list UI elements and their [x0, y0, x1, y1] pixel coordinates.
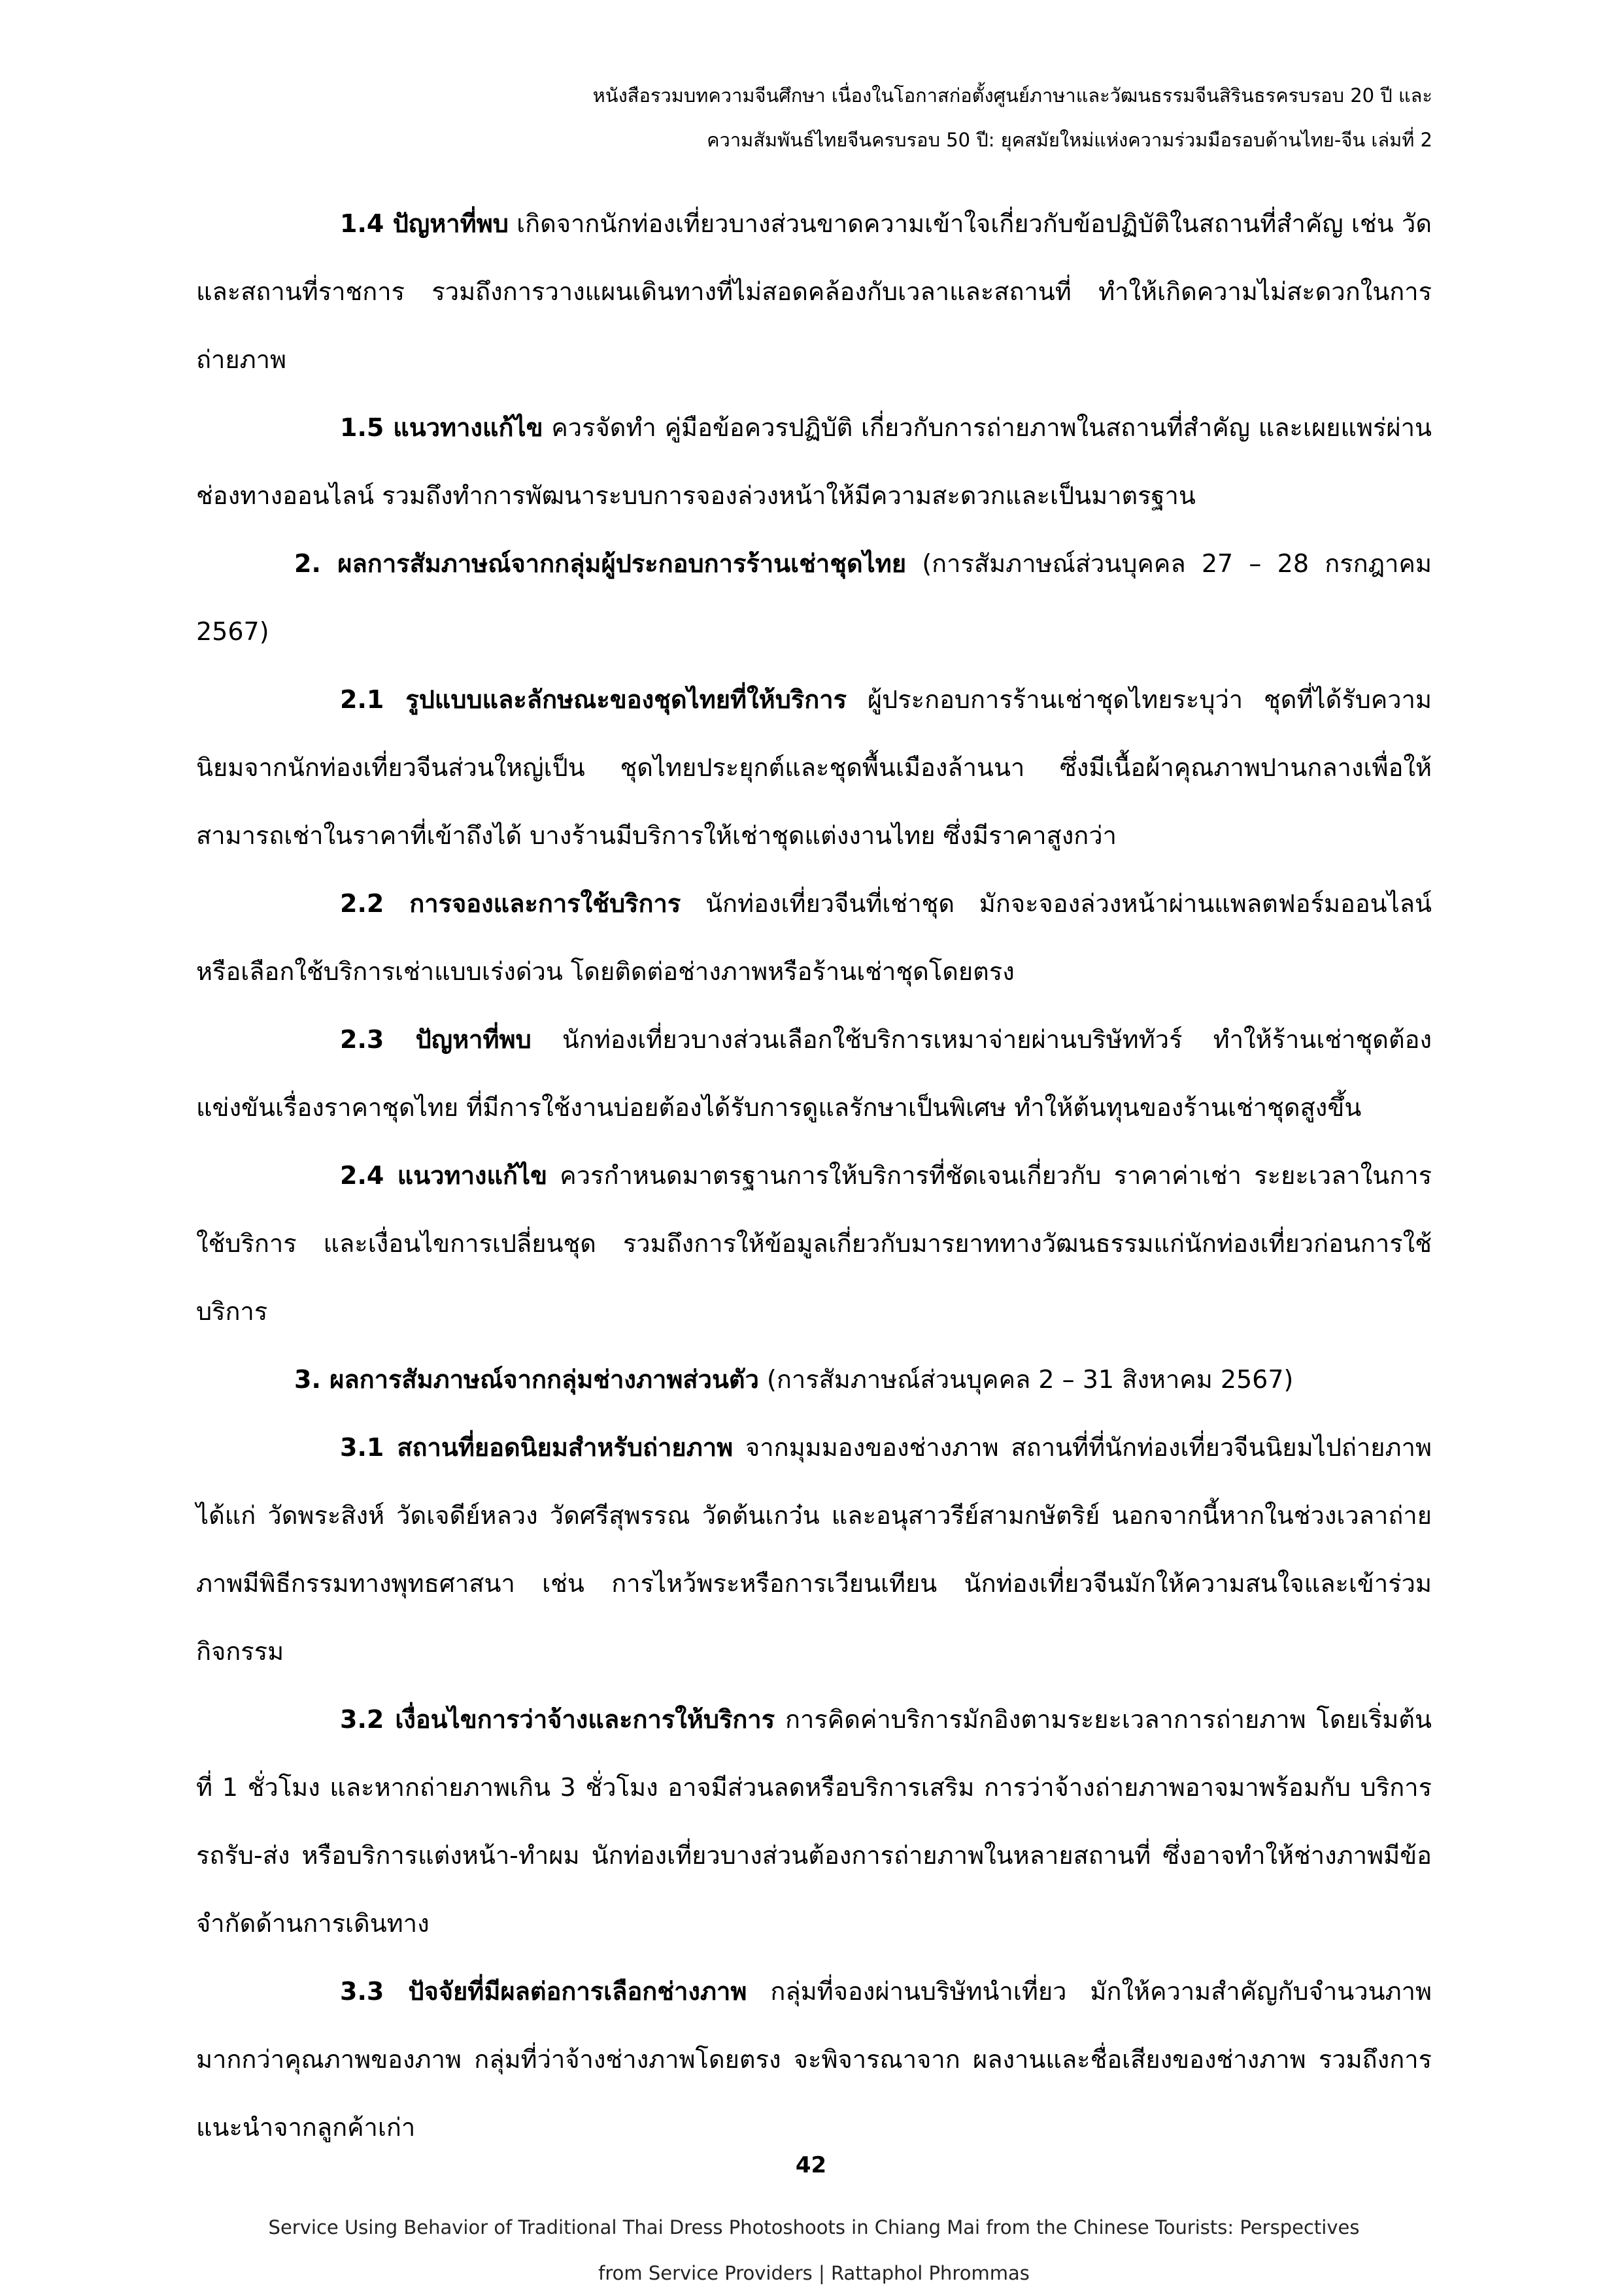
paragraph-heading: 1.5 แนวทางแก้ไข — [340, 413, 543, 442]
paragraph-3-2 — [196, 1685, 1432, 1957]
page-number: 42 — [795, 2152, 827, 2178]
paragraph-1-5 — [196, 394, 1432, 530]
footer-line-1: Service Using Behavior of Traditional Thai Dress Photoshoots in Chiang Mai from the Chinese Tourists: Perspectives — [268, 2216, 1360, 2238]
paragraph-3-3 — [196, 1957, 1432, 2161]
paragraph-2-2 — [196, 869, 1432, 1005]
body-text — [196, 190, 1432, 2161]
header-line-2: ความสัมพันธ์ไทยจีนครบรอบ 50 ปี: ยุคสมัยใหม่แห่งความร่วมมือรอบด้านไทย-จีน เล่มที่ 2 — [707, 129, 1432, 151]
paragraph-heading: 3.3 ปัจจัยที่มีผลต่อการเลือกช่างภาพ — [340, 1977, 747, 2006]
section-note: (การสัมภาษณ์ส่วนบุคคล 27 – 28 กรกฎาคม 2567) — [196, 549, 1432, 646]
paragraph-2-4 — [196, 1141, 1432, 1345]
paragraph-2-3 — [196, 1005, 1432, 1141]
paragraph-text: กลุ่มที่จองผ่านบริษัทนำเที่ยว มักให้ความสำคัญกับจำนวนภาพมากกว่าคุณภาพของภาพ กลุ่มที่ว่าจ้างช่างภาพโดยตรง จะพิจารณาจาก ผลงานและชื่อเสียงของช่างภาพ รวมถึงการแนะนำจากลูกค้าเก่า — [196, 1977, 1432, 2142]
paragraph-3-1 — [196, 1413, 1432, 1685]
paragraph-text: ควรกำหนดมาตรฐานการให้บริการที่ชัดเจนเกี่ยวกับ ราคาค่าเช่า ระยะเวลาในการใช้บริการ และเงื่อนไขการเปลี่ยนชุด รวมถึงการให้ข้อมูลเกี่ยวกับมารยาททางวัฒนธรรมแก่นักท่องเที่ยวก่อนการใช้บริการ — [196, 1161, 1432, 1326]
paragraph-heading: 1.4 ปัญหาที่พบ — [340, 209, 509, 238]
section-heading: 3. ผลการสัมภาษณ์จากกลุ่มช่างภาพส่วนตัว — [294, 1365, 759, 1394]
footer-line-2: from Service Providers | Rattaphol Phrommas — [598, 2262, 1030, 2284]
paragraph-2-1 — [196, 666, 1432, 869]
paragraph-1-4 — [196, 190, 1432, 394]
paragraph-heading: 2.4 แนวทางแก้ไข — [340, 1161, 548, 1190]
section-heading: 2. ผลการสัมภาษณ์จากกลุ่มผู้ประกอบการร้านเช่าชุดไทย — [294, 549, 907, 578]
section-3-heading — [196, 1345, 1432, 1413]
paragraph-text: เกิดจากนักท่องเที่ยวบางส่วนขาดความเข้าใจเกี่ยวกับข้อปฏิบัติในสถานที่สำคัญ เช่น วัดและสถานที่ราชการ รวมถึงการวางแผนเดินทางที่ไม่สอดคล้องกับเวลาและสถานที่ ทำให้เกิดความไม่สะดวกในการถ่ายภาพ — [196, 209, 1432, 374]
paragraph-heading: 3.2 เงื่อนไขการว่าจ้างและการให้บริการ — [340, 1705, 775, 1734]
paragraph-heading: 3.1 สถานที่ยอดนิยมสำหรับถ่ายภาพ — [340, 1433, 734, 1462]
paragraph-text: จากมุมมองของช่างภาพ สถานที่ที่นักท่องเที่ยวจีนนิยมไปถ่ายภาพ ได้แก่ วัดพระสิงห์ วัดเจดีย์หลวง วัดศรีสุพรรณ วัดต้นเกว๋น และอนุสาวรีย์สามกษัตริย์ นอกจากนี้หากในช่วงเวลาถ่ายภาพมีพิธีกรรมทางพุทธศาสนา เช่น การไหว้พระหรือการเวียนเทียน นักท่องเที่ยวจีนมักให้ความสนใจและเข้าร่วมกิจกรรม — [196, 1433, 1432, 1666]
paragraph-heading: 2.1 รูปแบบและลักษณะของชุดไทยที่ให้บริการ — [340, 685, 847, 714]
paragraph-text: นักท่องเที่ยวจีนที่เช่าชุด มักจะจองล่วงหน้าผ่านแพลตฟอร์มออนไลน์ หรือเลือกใช้บริการเช่าแบบเร่งด่วน โดยติดต่อช่างภาพหรือร้านเช่าชุดโดยตรง — [196, 889, 1432, 986]
header-line-1: หนังสือรวมบทความจีนศึกษา เนื่องในโอกาสก่อตั้งศูนย์ภาษาและวัฒนธรรมจีนสิรินธรครบรอบ 20 ปี และ — [592, 84, 1432, 107]
section-note: (การสัมภาษณ์ส่วนบุคคล 2 – 31 สิงหาคม 2567) — [758, 1365, 1294, 1394]
paragraph-text: นักท่องเที่ยวบางส่วนเลือกใช้บริการเหมาจ่ายผ่านบริษัททัวร์ ทำให้ร้านเช่าชุดต้องแข่งขันเรื่องราคาชุดไทย ที่มีการใช้งานบ่อยต้องได้รับการดูแลรักษาเป็นพิเศษ ทำให้ต้นทุนของร้านเช่าชุดสูงขึ้น — [196, 1025, 1432, 1122]
paragraph-text: การคิดค่าบริการมักอิงตามระยะเวลาการถ่ายภาพ โดยเริ่มต้นที่ 1 ชั่วโมง และหากถ่ายภาพเกิน 3 ชั่วโมง อาจมีส่วนลดหรือบริการเสริม การว่าจ้างถ่ายภาพอาจมาพร้อมกับ บริการรถรับ-ส่ง หรือบริการแต่งหน้า-ทำผม นักท่องเที่ยวบางส่วนต้องการถ่ายภาพในหลายสถานที่ ซึ่งอาจทำให้ช่างภาพมีข้อจำกัดด้านการเดินทาง — [196, 1705, 1432, 1938]
running-footer — [196, 2204, 1432, 2296]
paragraph-heading: 2.3 ปัญหาที่พบ — [340, 1025, 532, 1054]
paragraph-text: ผู้ประกอบการร้านเช่าชุดไทยระบุว่า ชุดที่ได้รับความนิยมจากนักท่องเที่ยวจีนส่วนใหญ่เป็น ชุดไทยประยุกต์และชุดพื้นเมืองล้านนา ซึ่งมีเนื้อผ้าคุณภาพปานกลางเพื่อให้สามารถเช่าในราคาที่เข้าถึงได้ บางร้านมีบริการให้เช่าชุดแต่งงานไทย ซึ่งมีราคาสูงกว่า — [196, 685, 1432, 850]
running-header — [125, 73, 1432, 162]
section-2-heading — [196, 530, 1432, 666]
paragraph-heading: 2.2 การจองและการใช้บริการ — [340, 889, 681, 918]
paragraph-text: ควรจัดทำ คู่มือข้อควรปฏิบัติ เกี่ยวกับการถ่ายภาพในสถานที่สำคัญ และเผยแพร่ผ่านช่องทางออนไลน์ รวมถึงทำการพัฒนาระบบการจองล่วงหน้าให้มีความสะดวกและเป็นมาตรฐาน — [196, 413, 1432, 510]
